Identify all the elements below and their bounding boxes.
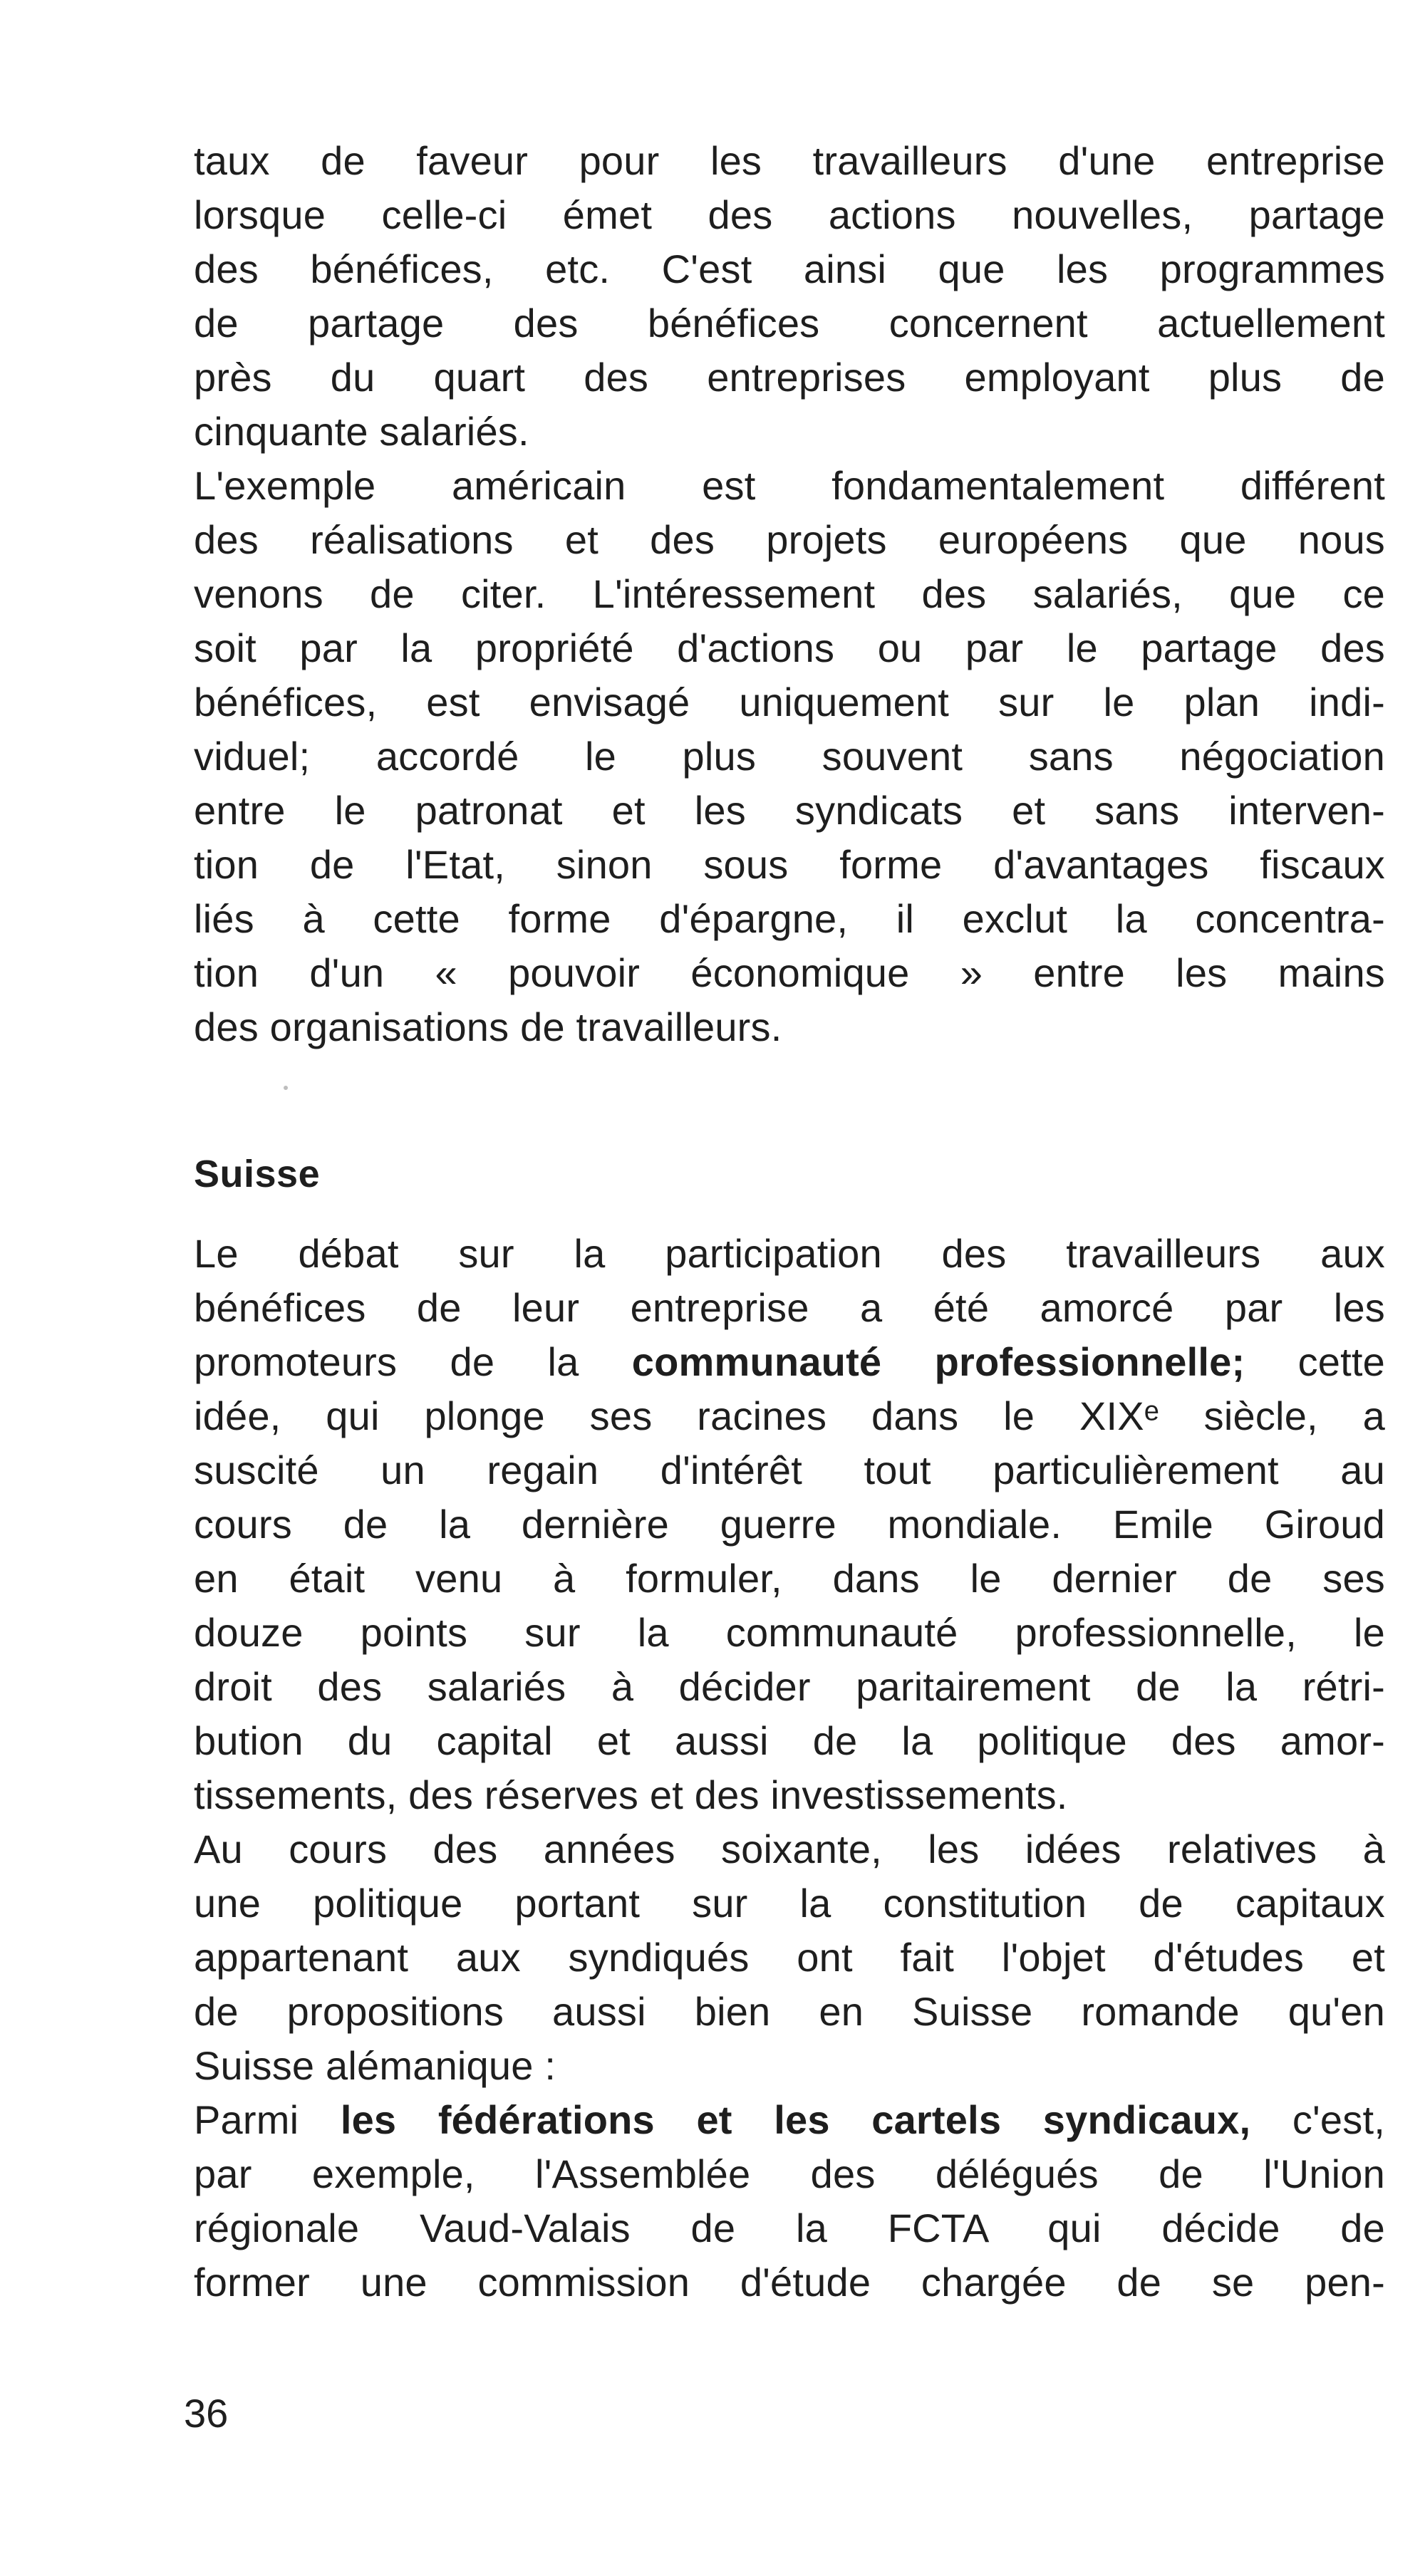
text-line: lorsque celle-ci émet des actions nouvelles, partage <box>194 192 1385 237</box>
text-line: bénéfices, est envisagé uniquement sur le plan indi- <box>194 680 1385 724</box>
text-run: promoteurs de la <box>194 1339 632 1384</box>
text-line: venons de citer. L'intéressement des salariés, que ce <box>194 571 1385 616</box>
text-line: des organisations de travailleurs. <box>194 1004 782 1049</box>
text-line: viduel; accordé le plus souvent sans négociation <box>194 734 1385 779</box>
text-line: de partage des bénéfices concernent actuellement <box>194 301 1385 346</box>
text-line: en était venu à formuler, dans le dernier de ses <box>194 1556 1385 1601</box>
text-line-mixed <box>194 1335 1385 1389</box>
bold-term: communauté professionnelle; <box>631 1339 1245 1384</box>
text-line: former une commission d'étude chargée de se pen- <box>194 2260 1385 2305</box>
text-line: liés à cette forme d'épargne, il exclut la concentra- <box>194 896 1385 941</box>
text-line: tion d'un « pouvoir économique » entre les mains <box>194 950 1385 995</box>
text-block-lower <box>194 1227 1385 2310</box>
text-line: soit par la propriété d'actions ou par le partage des <box>194 625 1385 670</box>
text-line: suscité un regain d'intérêt tout particulièrement au <box>194 1448 1385 1492</box>
text-line: près du quart des entreprises employant plus de <box>194 355 1385 400</box>
text-line: bénéfices de leur entreprise a été amorcé par les <box>194 1285 1385 1330</box>
text-line: des bénéfices, etc. C'est ainsi que les programmes <box>194 246 1385 291</box>
text-line: une politique portant sur la constitution de capitaux <box>194 1881 1385 1926</box>
text-line: cours de la dernière guerre mondiale. Emile Giroud <box>194 1502 1385 1547</box>
text-run: c'est, <box>1250 2097 1385 2142</box>
text-line: Le débat sur la participation des travailleurs aux <box>194 1231 1385 1276</box>
text-line: Suisse alémanique : <box>194 2043 556 2088</box>
text-line: idée, qui plonge ses racines dans le XIXᵉ siècle, a <box>194 1393 1385 1438</box>
text-line: tissements, des réserves et des investissements. <box>194 1772 1068 1817</box>
text-line: taux de faveur pour les travailleurs d'une entreprise <box>194 138 1385 183</box>
scan-speck <box>284 1086 288 1090</box>
text-line: tion de l'Etat, sinon sous forme d'avantages fiscaux <box>194 842 1385 887</box>
text-line: bution du capital et aussi de la politique des amor- <box>194 1718 1385 1763</box>
bold-term: les fédérations et les cartels syndicaux, <box>340 2097 1251 2142</box>
text-line: de propositions aussi bien en Suisse romande qu'en <box>194 1989 1385 2034</box>
text-line: Au cours des années soixante, les idées relatives à <box>194 1827 1385 1871</box>
text-run: cette <box>1245 1339 1385 1384</box>
text-line: appartenant aux syndiqués ont fait l'objet d'études et <box>194 1935 1385 1980</box>
text-line: droit des salariés à décider paritairement de la rétri- <box>194 1664 1385 1709</box>
page-number: 36 <box>184 2391 229 2436</box>
text-line: par exemple, l'Assemblée des délégués de l'Union <box>194 2151 1385 2196</box>
text-line: cinquante salariés. <box>194 409 529 454</box>
text-block-upper <box>194 134 1385 1054</box>
text-line: douze points sur la communauté professionnelle, le <box>194 1610 1385 1655</box>
text-line: régionale Vaud-Valais de la FCTA qui décide de <box>194 2206 1385 2250</box>
text-line: des réalisations et des projets européens que nous <box>194 517 1385 562</box>
text-line: L'exemple américain est fondamentalement différent <box>194 463 1385 508</box>
text-run: Parmi <box>194 2097 341 2142</box>
section-heading: Suisse <box>194 1153 321 1195</box>
text-line: entre le patronat et les syndicats et sans interven- <box>194 788 1385 833</box>
text-line-mixed <box>194 2093 1385 2147</box>
